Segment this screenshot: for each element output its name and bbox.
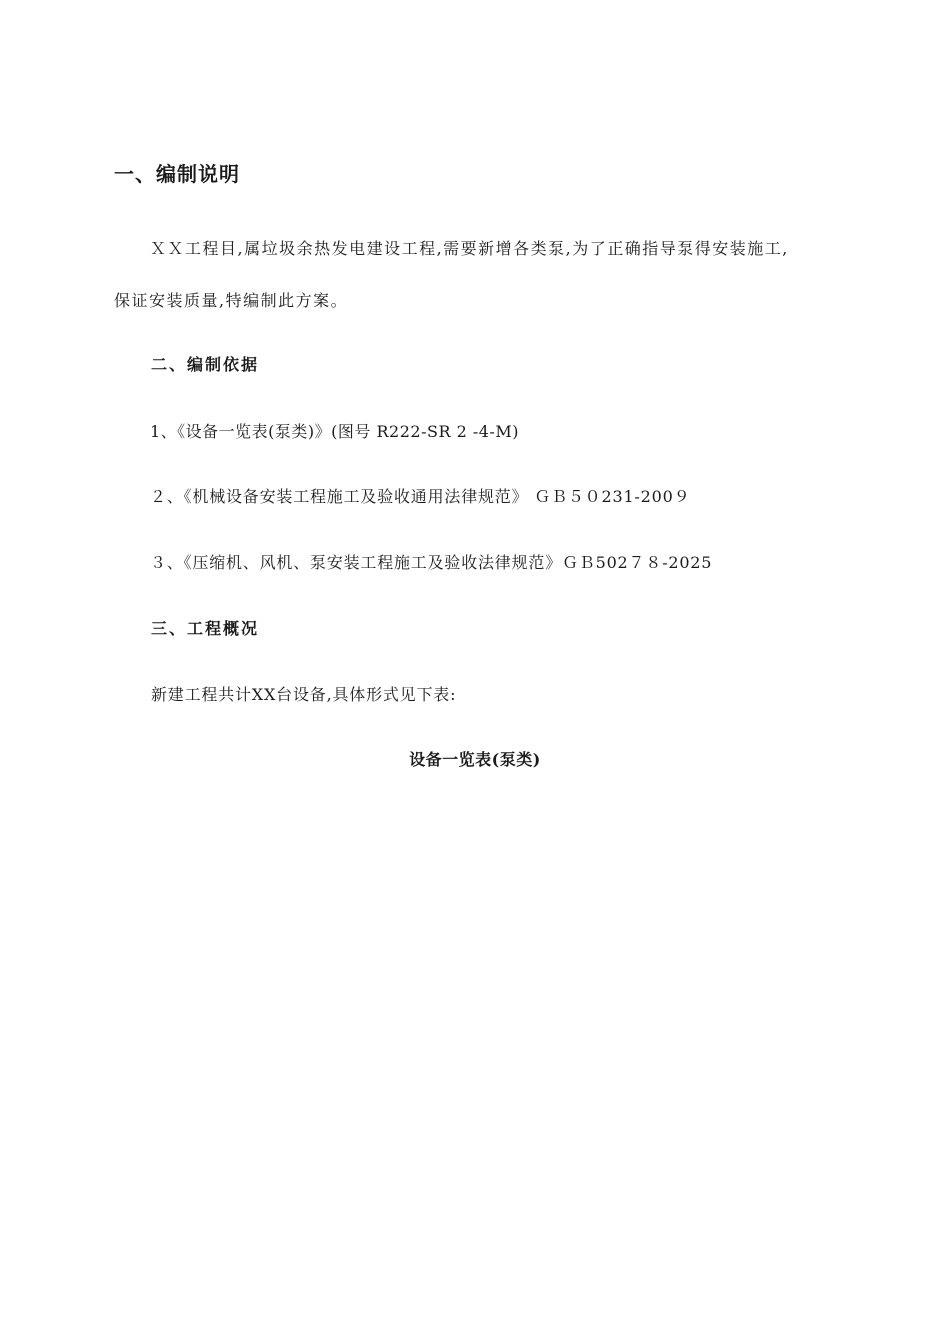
section-heading-3: 三、工程概况 [151,619,260,638]
section-heading-2: 二、编制依据 [151,355,260,374]
description-paragraph-line-1: ＸＸ工程目,属垃圾余热发电建设工程,需要新增各类泵,为了正确指导泵得安装施工, [150,239,789,258]
reference-item-3: ３、《压缩机、风机、泵安装工程施工及验收法律规范》ＧＢ502７８-2025 [150,553,713,572]
reference-item-1: 1、《设备一览表(泵类)》(图号 R222-SR 2 -4-M) [150,422,519,441]
reference-item-2: ２、《机械设备安装工程施工及验收通用法律规范》 ＧＢ５０231-200９ [150,487,691,506]
description-paragraph-line-2: 保证安装质量,特编制此方案。 [114,291,349,310]
equipment-table-title: 设备一览表(泵类) [409,750,541,769]
section-heading-1: 一、编制说明 [114,162,240,186]
overview-text: 新建工程共计XX台设备,具体形式见下表: [151,685,457,704]
